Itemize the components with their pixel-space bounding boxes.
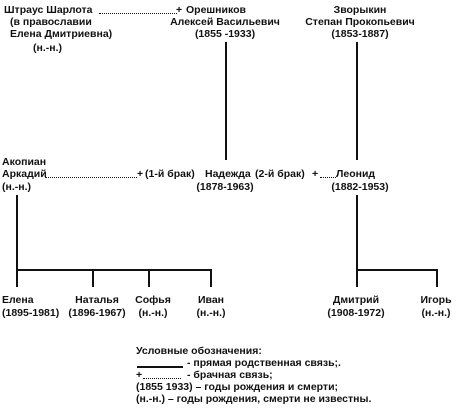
line-to-dmitry <box>356 269 358 287</box>
person-sofya-name: Софья <box>135 294 171 306</box>
person-shtraus-years: (н.-н.) <box>33 42 63 54</box>
marriage-line-nadezhda-leonid <box>320 177 336 178</box>
marriage-line-shtraus-oreshnikov <box>99 13 177 14</box>
person-dmitry-years: (1908-1972) <box>327 307 385 319</box>
person-elena-years: (1895-1981) <box>2 307 60 319</box>
person-oreshnikov-years: (1855 -1933) <box>194 28 256 40</box>
person-akopian-years: (н.-н.) <box>2 181 32 193</box>
legend-blood-label: - прямая родственная связь;. <box>187 357 341 369</box>
legend-dotted-sample <box>143 378 181 379</box>
person-leonid-name: Леонид <box>336 168 376 180</box>
person-natalya-years: (1896-1967) <box>68 307 126 319</box>
legend-solid-sample <box>137 366 183 368</box>
line-zvorykin-to-leonid <box>356 42 358 160</box>
marriage-plus-1: + <box>176 4 183 16</box>
person-sofya-years: (н.-н.) <box>138 307 168 319</box>
line-to-igor <box>436 269 438 287</box>
person-leonid-years: (1882-1953) <box>331 181 389 193</box>
person-akopian-surname: Акопиан <box>2 156 47 168</box>
person-akopian-name: Аркадий <box>2 168 47 180</box>
person-shtraus-name: Штраус Шарлота <box>4 4 93 16</box>
legend-marriage-label: - брачная связь; <box>187 369 273 381</box>
person-igor-years: (н.-н.) <box>421 307 451 319</box>
person-elena-name: Елена <box>2 294 34 306</box>
line-leonid-to-children <box>356 195 358 270</box>
person-zvorykin-name: Степан Прокопьевич <box>305 16 415 28</box>
line-akopian-to-children <box>16 195 18 270</box>
person-shtraus-orthodox-name: Елена Дмитриевна) <box>10 28 113 40</box>
line-to-ivan <box>210 269 212 287</box>
line-to-elena <box>16 269 18 287</box>
line-to-natalya <box>92 269 94 287</box>
person-ivan-name: Иван <box>197 294 225 306</box>
marriage-first-label: (1-й брак) <box>145 168 195 180</box>
person-natalya-name: Наталья <box>75 294 119 306</box>
line-to-sofya <box>148 269 150 287</box>
person-dmitry-name: Дмитрий <box>332 294 380 306</box>
person-zvorykin-years: (1853-1887) <box>331 28 389 40</box>
person-oreshnikov-name: Алексей Васильевич <box>170 16 280 28</box>
legend-title: Условные обозначения: <box>136 345 262 357</box>
legend-marriage-plus: + <box>136 369 143 381</box>
legend-years-known: (1855 1933) – годы рождения и смерти; <box>136 381 339 393</box>
person-zvorykin-surname: Зворыкин <box>333 4 387 16</box>
legend-years-unknown: (н.-н.) – годы рождения, смерти не известны. <box>136 393 372 405</box>
person-ivan-years: (н.-н.) <box>196 307 226 319</box>
marriage-plus-2: + <box>137 168 144 180</box>
person-nadezhda-years: (1878-1963) <box>196 181 254 193</box>
marriage-line-akopian-nadezhda <box>45 177 137 178</box>
line-children-zvorykin-bar <box>356 269 438 271</box>
line-oreshnikov-to-nadezhda <box>225 42 227 160</box>
person-nadezhda-name: Надежда <box>205 168 251 180</box>
person-igor-name: Игорь <box>420 294 452 306</box>
marriage-second-label: (2-й брак) <box>255 168 305 180</box>
line-children-akopian-bar <box>16 269 212 271</box>
person-shtraus-orthodox: (в православии <box>10 16 92 28</box>
person-oreshnikov-surname: Орешников <box>186 4 246 16</box>
marriage-plus-3: + <box>312 168 319 180</box>
